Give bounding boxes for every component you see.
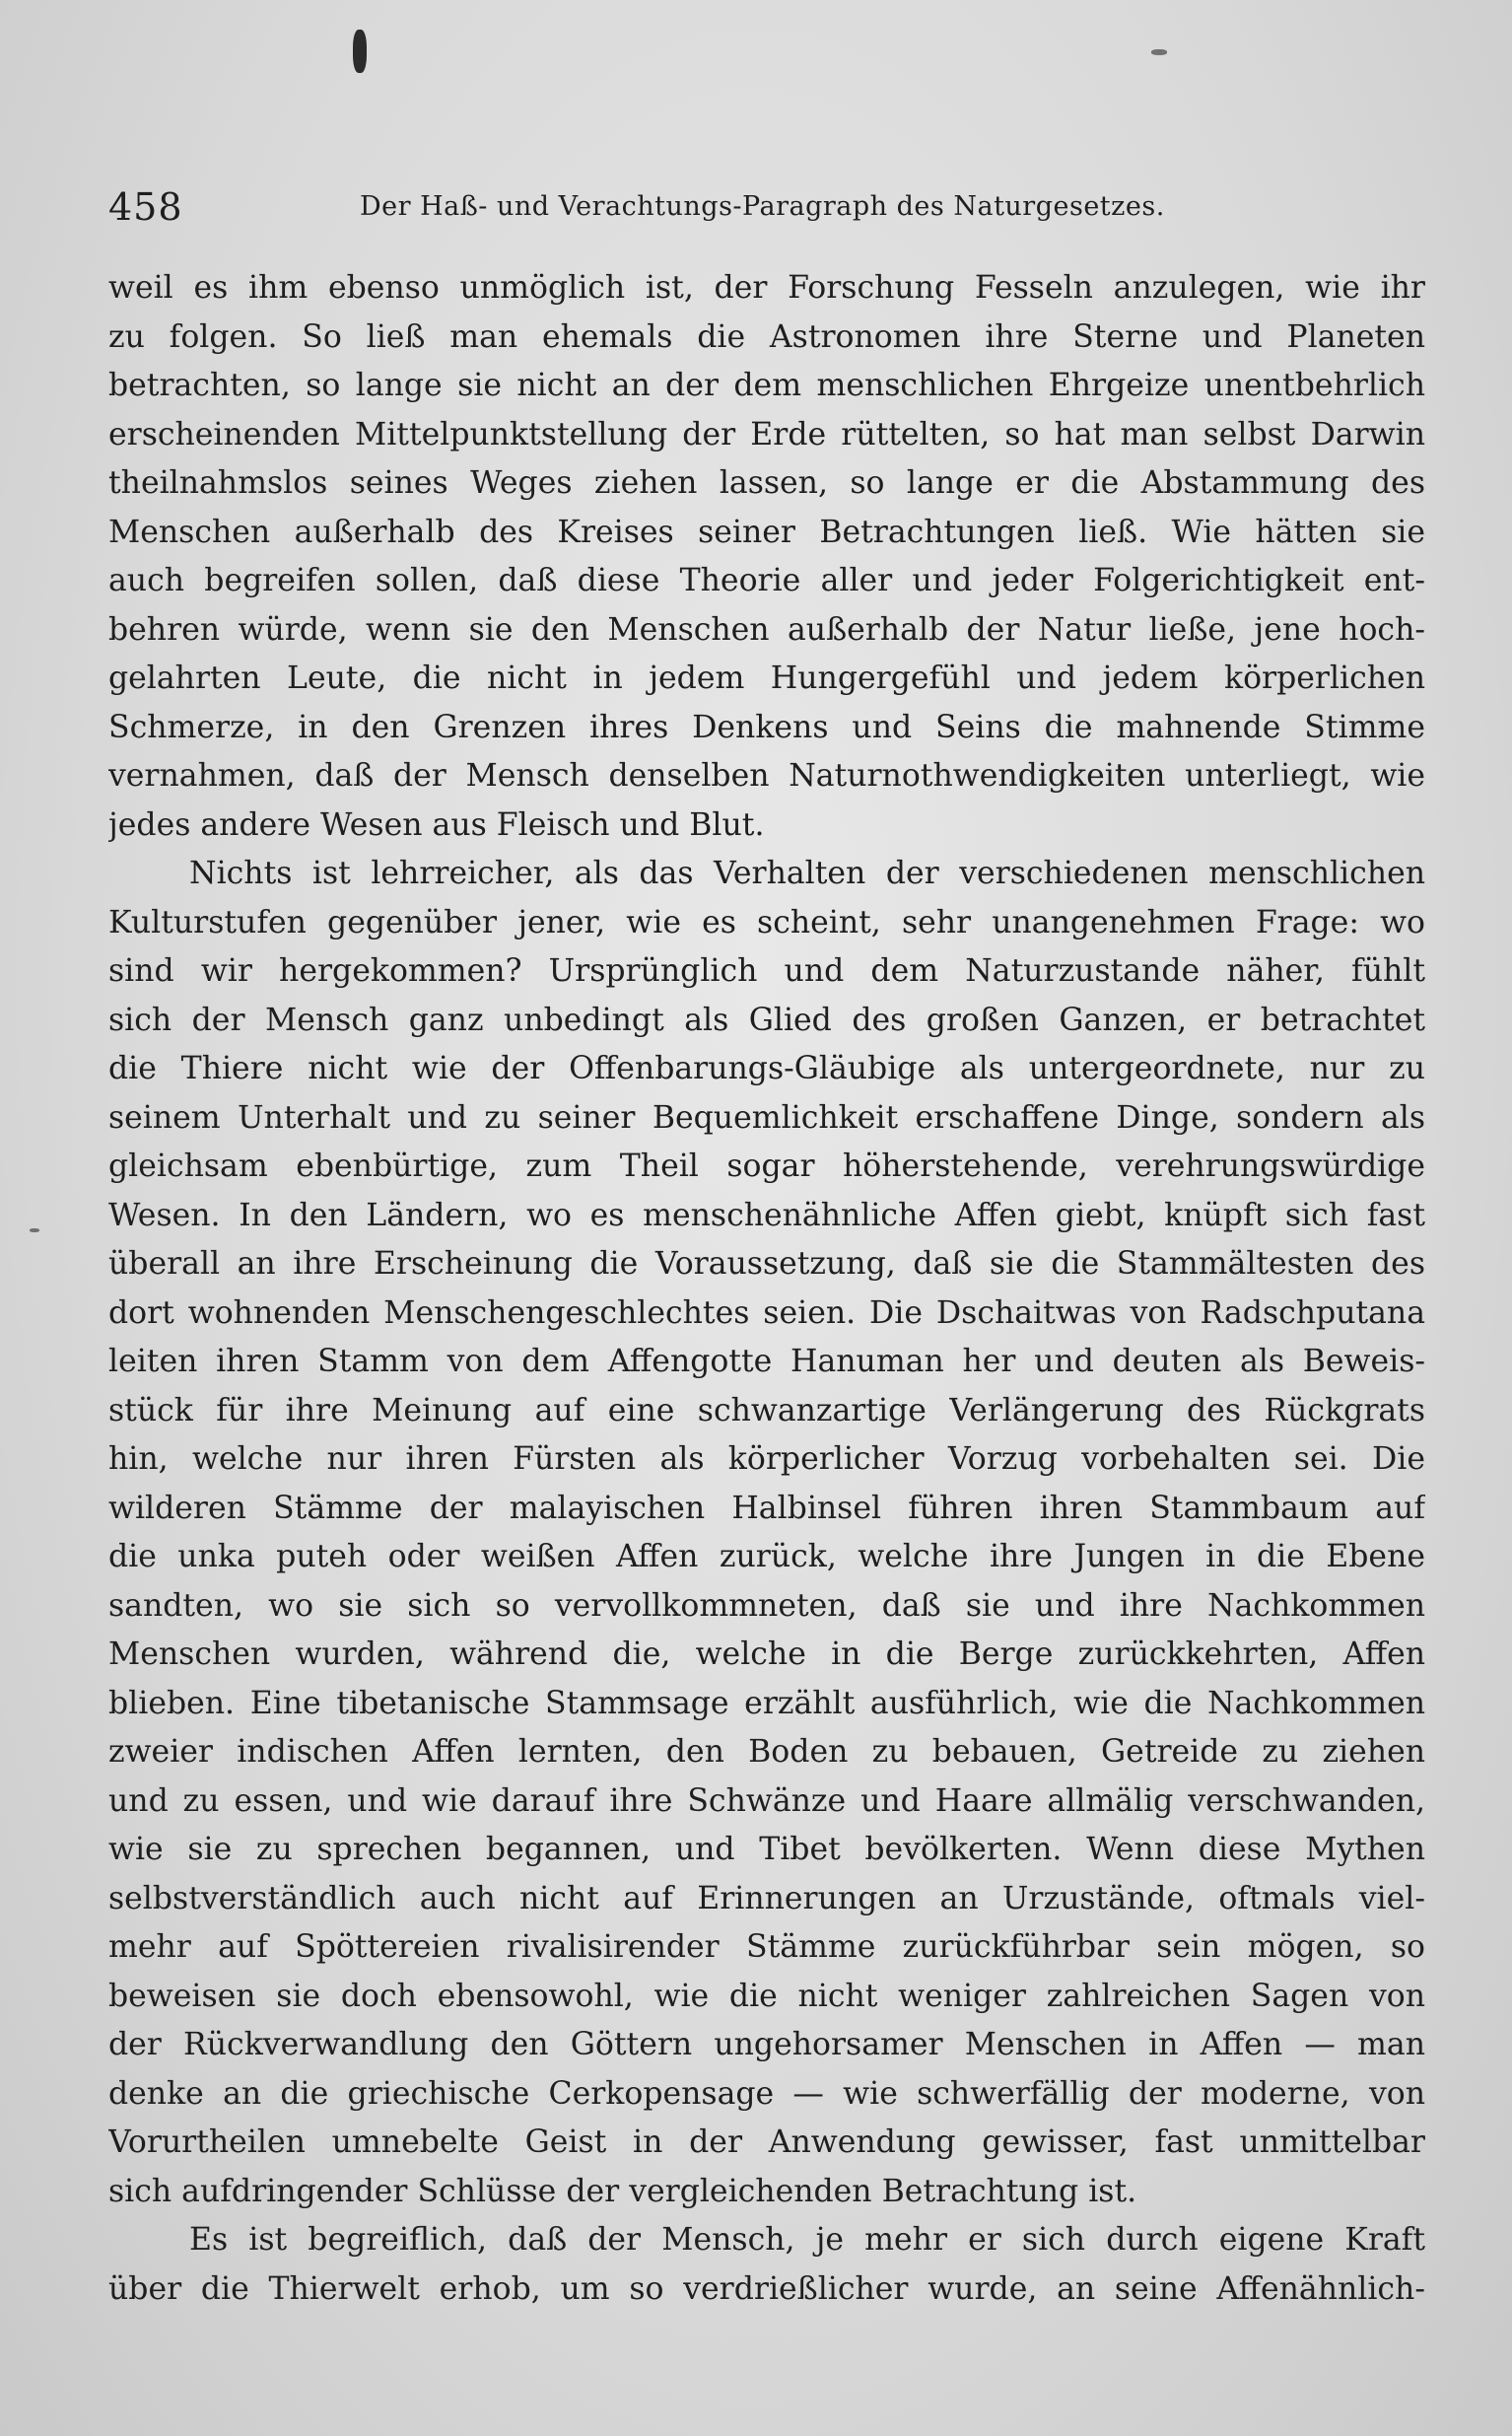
text-line: Wesen. In den Ländern, wo es menschenähnliche Affen giebt, knüpft sich fast <box>108 1197 1425 1233</box>
text-line: auch begreifen sollen, daß diese Theorie aller und jeder Folgerichtigkeit ent- <box>108 563 1425 598</box>
text-line: stück für ihre Meinung auf eine schwanzartige Verlängerung des Rückgrats <box>108 1392 1425 1428</box>
ink-speck <box>30 1228 39 1232</box>
text-line: die unka puteh oder weißen Affen zurück, welche ihre Jungen in die Ebene <box>108 1539 1425 1574</box>
text-line: Nichts ist lehrreicher, als das Verhalten der verschiedenen menschlichen <box>189 856 1425 891</box>
text-line: gelahrten Leute, die nicht in jedem Hungergefühl und jedem körperlichen <box>108 661 1425 696</box>
page-header <box>108 185 1419 235</box>
text-line: blieben. Eine tibetanische Stammsage erzählt ausführlich, wie die Nachkommen <box>108 1685 1425 1721</box>
text-line: theilnahmslos seines Weges ziehen lassen, so lange er die Abstammung des <box>108 465 1425 501</box>
text-line: sind wir hergekommen? Ursprünglich und dem Naturzustande näher, fühlt <box>108 953 1425 989</box>
text-line: Es ist begreiflich, daß der Mensch, je mehr er sich durch eigene Kraft <box>189 2222 1425 2258</box>
text-line: hin, welche nur ihren Fürsten als körperlicher Vorzug vorbehalten sei. Die <box>108 1441 1425 1477</box>
text-line: Schmerze, in den Grenzen ihres Denkens und Seins die mahnende Stimme <box>108 709 1425 745</box>
text-line: behren würde, wenn sie den Menschen außerhalb der Natur ließe, jene hoch- <box>108 611 1425 648</box>
text-line: über die Thierwelt erhob, um so verdrießlicher wurde, an seine Affenähnlich- <box>108 2270 1425 2307</box>
ink-speck <box>1151 49 1167 55</box>
text-line: selbstverständlich auch nicht auf Erinnerungen an Urzustände, oftmals viel- <box>108 1880 1425 1916</box>
text-line: der Rückverwandlung den Göttern ungehorsamer Menschen in Affen — man <box>108 2027 1425 2062</box>
text-line: Kulturstufen gegenüber jener, wie es scheint, sehr unangenehmen Frage: wo <box>108 904 1425 940</box>
body-text <box>108 264 1425 2314</box>
text-line: Menschen außerhalb des Kreises seiner Betrachtungen ließ. Wie hätten sie <box>108 514 1425 550</box>
text-line: sich der Mensch ganz unbedingt als Glied des großen Ganzen, er betrachtet <box>108 1002 1425 1038</box>
text-line: wie sie zu sprechen begannen, und Tibet bevölkerten. Wenn diese Mythen <box>108 1832 1425 1867</box>
text-line: Vorurtheilen umnebelte Geist in der Anwendung gewisser, fast unmittelbar <box>108 2124 1425 2160</box>
text-line: weil es ihm ebenso unmöglich ist, der Forschung Fesseln anzulegen, wie ihr <box>108 270 1425 306</box>
text-line: sich aufdringender Schlüsse der vergleichenden Betrachtung ist. <box>108 2173 1137 2209</box>
text-line: Menschen wurden, während die, welche in die Berge zurückkehrten, Affen <box>108 1636 1425 1672</box>
text-line: sandten, wo sie sich so vervollkommneten, daß sie und ihre Nachkommen <box>108 1587 1425 1624</box>
text-line: jedes andere Wesen aus Fleisch und Blut. <box>108 806 765 843</box>
text-line: zu folgen. So ließ man ehemals die Astronomen ihre Sterne und Planeten <box>108 318 1425 355</box>
page-number: 458 <box>108 185 183 229</box>
text-line: überall an ihre Erscheinung die Voraussetzung, daß sie die Stammältesten des <box>108 1246 1425 1282</box>
text-line: mehr auf Spöttereien rivalisirender Stämme zurückführbar sein mögen, so <box>108 1929 1425 1965</box>
text-line: und zu essen, und wie darauf ihre Schwänze und Haare allmälig verschwanden, <box>108 1782 1425 1819</box>
text-line: leiten ihren Stamm von dem Affengotte Hanuman her und deuten als Beweis- <box>108 1344 1425 1379</box>
text-line: dort wohnenden Menschengeschlechtes seien. Die Dschaitwas von Radschputana <box>108 1294 1425 1331</box>
text-line: beweisen sie doch ebensowohl, wie die nicht weniger zahlreichen Sagen von <box>108 1978 1425 2014</box>
text-line: seinem Unterhalt und zu seiner Bequemlichkeit erschaffene Dinge, sondern als <box>108 1099 1425 1136</box>
text-line: die Thiere nicht wie der Offenbarungs-Gläubige als untergeordnete, nur zu <box>108 1051 1425 1086</box>
ink-speck <box>353 30 367 73</box>
text-line: betrachten, so lange sie nicht an der dem menschlichen Ehrgeize unentbehrlich <box>108 368 1425 403</box>
text-line: vernahmen, daß der Mensch denselben Naturnothwendigkeiten unterliegt, wie <box>108 758 1425 794</box>
text-line: zweier indischen Affen lernten, den Boden zu bebauen, Getreide zu ziehen <box>108 1734 1425 1770</box>
text-line: erscheinenden Mittelpunktstellung der Erde rüttelten, so hat man selbst Darwin <box>108 416 1425 452</box>
text-line: denke an die griechische Cerkopensage — wie schwerfällig der moderne, von <box>108 2075 1425 2112</box>
text-line: gleichsam ebenbürtige, zum Theil sogar höherstehende, verehrungswürdige <box>108 1148 1425 1184</box>
running-head: Der Haß- und Verachtungs-Paragraph des Naturgesetzes. <box>360 191 1165 222</box>
text-line: wilderen Stämme der malayischen Halbinsel führen ihren Stammbaum auf <box>108 1490 1425 1526</box>
